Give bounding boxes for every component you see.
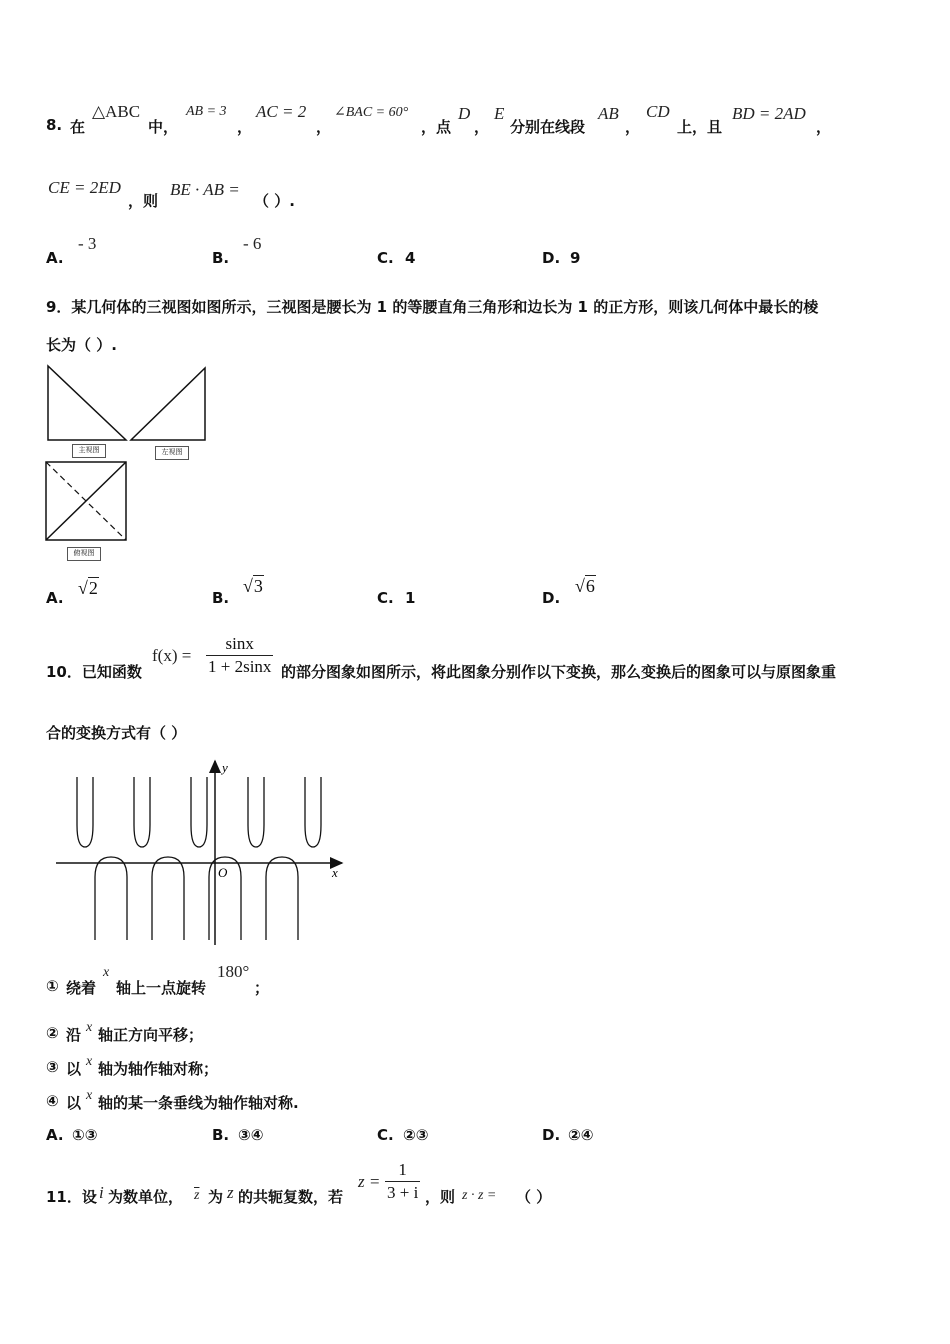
side-view-triangle <box>131 368 205 440</box>
q11-text-3: 的共轭复数，若 <box>238 1188 344 1206</box>
q8-ce-eq: CE = 2ED <box>48 178 121 197</box>
q10-item2-text-a: 沿 <box>66 1026 82 1044</box>
q8-segment-cd: CD <box>646 102 670 121</box>
q11-imaginary-unit: i <box>99 1183 104 1202</box>
q10-numerator: sinx <box>225 634 254 653</box>
q8-option-d-value[interactable]: 9 <box>570 249 581 267</box>
q8-answer-blank: （ ）. <box>254 192 295 210</box>
y-axis-label: y <box>222 760 228 775</box>
top-view-label: 俯视图 <box>67 547 101 561</box>
q8-number: 8. <box>46 116 63 134</box>
q11-fraction <box>385 1160 420 1203</box>
q9-stem-line2: 长为（ ）. <box>46 336 117 354</box>
q8-segment-ab: AB <box>598 104 619 123</box>
origin-label: O <box>218 865 228 880</box>
lower-branch-2 <box>152 857 184 940</box>
lower-branch-4 <box>266 857 298 940</box>
q10-option-d-value[interactable]: ②④ <box>568 1126 594 1144</box>
q9-option-d-value[interactable]: √6 <box>575 576 595 596</box>
q10-item2-mark: ② <box>46 1024 59 1042</box>
q8-comma-3: ， <box>474 118 490 136</box>
q11-z: z <box>227 1183 234 1202</box>
x-axis-label: x <box>332 865 338 880</box>
q8-ab-length: AB = 3 <box>186 104 227 119</box>
q10-stem-suffix: 的部分图象如图所示，将此图象分别作以下变换，那么变换后的图象可以与原图象重 <box>281 663 837 681</box>
q11-numerator: 1 <box>398 1160 407 1179</box>
q8-ac-length: AC = 2 <box>256 102 307 121</box>
q8-triangle-abc: △ABC <box>92 102 141 121</box>
q9-option-d-label[interactable]: D. <box>542 589 561 607</box>
q11-z-bar: $\overline{z}$ <box>194 1188 200 1203</box>
q11-text-4: ，则 <box>425 1188 456 1206</box>
upper-branch-3 <box>191 777 207 847</box>
q10-fraction <box>206 634 273 677</box>
q8-option-d-label[interactable]: D. <box>542 249 561 267</box>
q10-item1-text-b: 轴上一点旋转 <box>116 979 207 997</box>
q11-text-1: 为数单位， <box>108 1188 184 1206</box>
q8-text-shang: 上，且 <box>677 118 723 136</box>
q8-option-b-value[interactable]: - 6 <box>243 234 262 253</box>
q10-option-b-label[interactable]: B. <box>212 1126 230 1144</box>
lower-branch-1 <box>95 857 127 940</box>
front-view-label: 主视图 <box>72 444 106 458</box>
q9-option-a-label[interactable]: A. <box>46 589 64 607</box>
q8-text-zai: 在 <box>70 118 86 136</box>
q9-option-a-value[interactable]: √2 <box>78 578 98 598</box>
q8-option-c-value[interactable]: 4 <box>405 249 416 267</box>
q11-prefix: 11．设 <box>46 1188 97 1206</box>
q10-item3-text-a: 以 <box>66 1060 82 1078</box>
upper-branch-4 <box>248 777 264 847</box>
q9-option-c-label[interactable]: C. <box>377 589 394 607</box>
q10-item1-end: ； <box>254 979 270 997</box>
q8-point-e: E <box>494 104 505 123</box>
q8-option-c-label[interactable]: C. <box>377 249 394 267</box>
q8-text-ze: ，则 <box>128 192 159 210</box>
q11-answer-blank: （ ） <box>516 1188 552 1206</box>
q10-item1-var: x <box>103 965 110 980</box>
q10-option-a-value[interactable]: ①③ <box>72 1126 98 1144</box>
q10-item1-mark: ① <box>46 977 59 995</box>
q10-option-a-label[interactable]: A. <box>46 1126 64 1144</box>
q10-option-c-label[interactable]: C. <box>377 1126 394 1144</box>
q11-text-2: 为 <box>208 1188 224 1206</box>
q10-item1-degree: 180° <box>217 962 250 981</box>
q8-text-fenbie: 分别在线段 <box>510 118 586 136</box>
q10-item1-text-a: 绕着 <box>66 979 97 997</box>
q8-point-d: D <box>458 104 471 123</box>
q11-denominator: 3 + i <box>387 1183 419 1202</box>
q8-bd-eq: BD = 2AD <box>732 104 806 123</box>
q8-comma-5: ， <box>816 118 832 136</box>
q8-comma-2: ， <box>316 118 332 136</box>
q10-item2-text-b: 轴正方向平移； <box>98 1026 204 1044</box>
q9-option-b-label[interactable]: B. <box>212 589 230 607</box>
q9-option-d-radicand: 6 <box>585 576 595 596</box>
q9-option-c-value[interactable]: 1 <box>405 589 416 607</box>
q10-option-c-value[interactable]: ②③ <box>403 1126 429 1144</box>
q9-three-view-figure <box>40 362 220 572</box>
q10-item3-var: x <box>86 1054 93 1069</box>
q8-option-a-value[interactable]: - 3 <box>78 234 97 253</box>
upper-branch-5 <box>305 777 321 847</box>
q9-stem-line1: 9．某几何体的三视图如图所示，三视图是腰长为 1 的等腰直角三角形和边长为 1 的正方形，则该几何体中最长的棱 <box>46 298 819 316</box>
q8-option-b-label[interactable]: B. <box>212 249 230 267</box>
q11-product: z · z = <box>462 1188 497 1203</box>
side-view-label: 左视图 <box>155 446 189 460</box>
q10-function-graph <box>50 755 350 950</box>
q10-item2-var: x <box>86 1020 93 1035</box>
q8-angle-bac: ∠BAC = 60° <box>334 105 409 120</box>
q10-fx: f(x) = <box>152 646 192 665</box>
q10-item4-text-a: 以 <box>66 1094 82 1112</box>
q8-comma-1: ， <box>237 118 253 136</box>
q10-option-d-label[interactable]: D. <box>542 1126 561 1144</box>
q10-item3-text-b: 轴为轴作轴对称； <box>98 1060 219 1078</box>
q10-denominator: 1 + 2sinx <box>208 657 272 676</box>
upper-branch-1 <box>77 777 93 847</box>
q10-item4-mark: ④ <box>46 1092 59 1110</box>
front-view-triangle <box>48 366 126 440</box>
q9-option-a-radicand: 2 <box>88 578 98 598</box>
q9-option-b-value[interactable]: √3 <box>243 576 263 596</box>
q8-text-zhong: 中， <box>148 118 179 136</box>
upper-branch-2 <box>134 777 150 847</box>
q9-option-b-radicand: 3 <box>253 576 263 596</box>
q8-dot-product: BE · AB = <box>170 180 240 199</box>
q10-stem-line2: 合的变换方式有（ ） <box>46 724 187 742</box>
q10-item3-mark: ③ <box>46 1058 59 1076</box>
q11-z-eq: z = <box>358 1172 381 1191</box>
q8-text-dian: ，点 <box>421 118 452 136</box>
q10-option-b-value[interactable]: ③④ <box>238 1126 264 1144</box>
q8-option-a-label[interactable]: A. <box>46 249 64 267</box>
q10-item4-text-b: 轴的某一条垂线为轴作轴对称. <box>98 1094 299 1112</box>
q8-comma-4: ， <box>625 118 641 136</box>
q10-prefix: 10．已知函数 <box>46 663 142 681</box>
q10-item4-var: x <box>86 1088 93 1103</box>
